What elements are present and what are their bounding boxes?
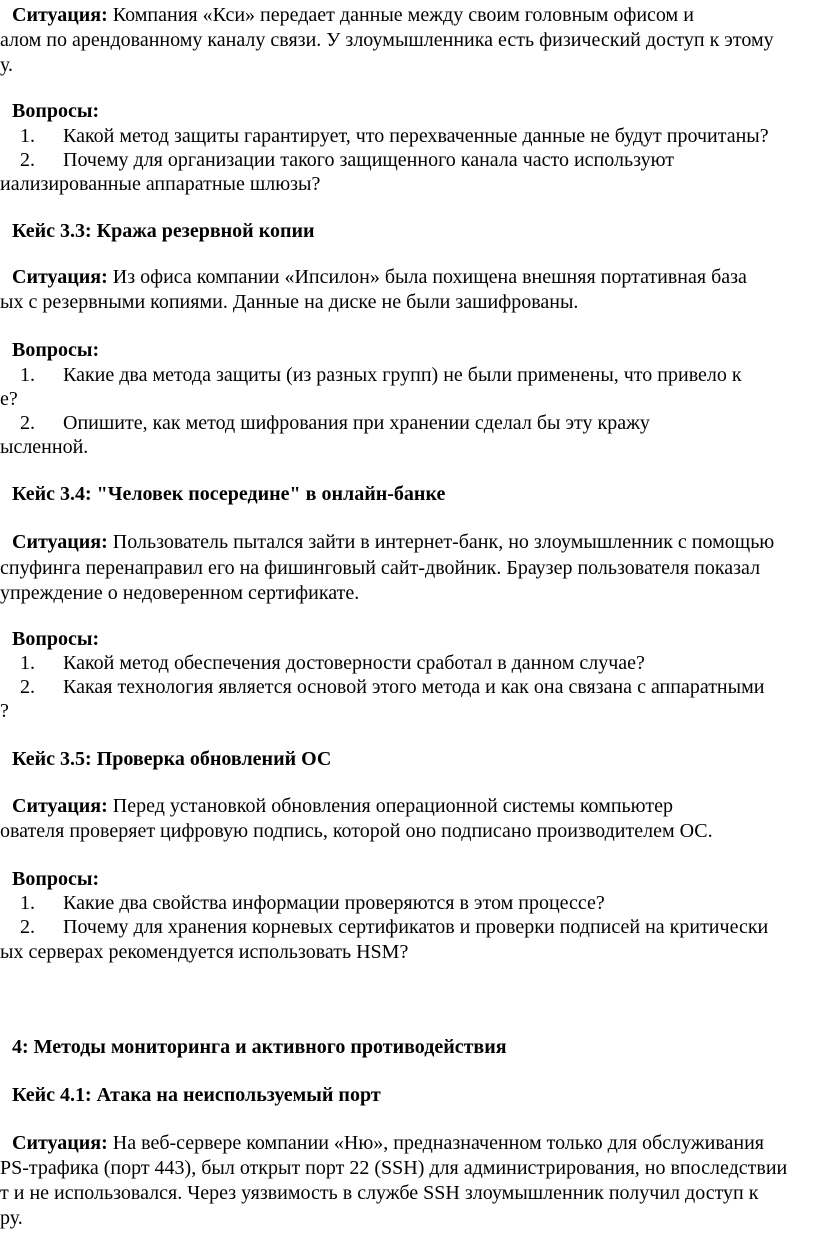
question-number: 2. xyxy=(20,149,35,171)
question-text-line: иализированные аппаратные шлюзы? xyxy=(0,173,321,195)
question-number: 2. xyxy=(20,916,35,938)
situation-label: Ситуация: xyxy=(12,531,108,553)
question-text: Какой метод обеспечения достоверности сработал в данном случае? xyxy=(63,652,645,674)
question-text: Какие два метода защиты (из разных групп) не были применены, что привело к xyxy=(63,364,742,386)
question-text-line: ? xyxy=(0,700,9,722)
case-heading: Кейс 4.1: Атака на неиспользуемый порт xyxy=(12,1084,381,1106)
situation-label: Ситуация: xyxy=(12,1132,108,1154)
question-number: 1. xyxy=(20,652,35,674)
question-text: Какая технология является основой этого метода и как она связана с аппаратными xyxy=(63,676,765,698)
situation-text: Компания «Кси» передает данные между своим головным офисом и xyxy=(107,4,694,26)
situation-paragraph xyxy=(12,265,747,290)
questions-label: Вопросы: xyxy=(12,100,100,122)
question-number: 2. xyxy=(20,676,35,698)
situation-text-line: PS-трафика (порт 443), был открыт порт 22 (SSH) для администрирования, но впоследствии xyxy=(0,1157,788,1179)
questions-label: Вопросы: xyxy=(12,339,100,361)
question-text-line: е? xyxy=(0,388,18,410)
question-text: Какие два свойства информации проверяются в этом процессе? xyxy=(63,892,605,914)
question-text-line: ых серверах рекомендуется использовать HSM? xyxy=(0,941,409,963)
situation-text-line: ователя проверяет цифровую подпись, которой оно подписано производителем ОС. xyxy=(0,820,713,842)
situation-paragraph xyxy=(12,794,673,819)
question-text: Почему для хранения корневых сертификатов и проверки подписей на критически xyxy=(63,916,769,938)
situation-text: Из офиса компании «Ипсилон» была похищена внешняя портативная база xyxy=(107,266,747,288)
question-text-line: ысленной. xyxy=(0,436,89,458)
question-number: 1. xyxy=(20,125,35,147)
questions-label: Вопросы: xyxy=(12,628,100,650)
situation-label: Ситуация: xyxy=(12,795,108,817)
situation-text: Пользователь пытался зайти в интернет-банк, но злоумышленник с помощью xyxy=(107,531,775,553)
situation-text-line: ых с резервными копиями. Данные на диске не были зашифрованы. xyxy=(0,291,579,313)
situation-text-line: т и не использовался. Через уязвимость в службе SSH злоумышленник получил доступ к xyxy=(0,1182,759,1204)
question-number: 1. xyxy=(20,364,35,386)
question-number: 1. xyxy=(20,892,35,914)
question-number: 2. xyxy=(20,412,35,434)
situation-text-line: алом по арендованному каналу связи. У злоумышленника есть физический доступ к этому xyxy=(0,29,774,51)
situation-label: Ситуация: xyxy=(12,266,108,288)
question-text: Какой метод защиты гарантирует, что перехваченные данные не будут прочитаны? xyxy=(63,125,769,147)
situation-label: Ситуация: xyxy=(12,4,108,26)
situation-text-line: спуфинга перенаправил его на фишинговый сайт-двойник. Браузер пользователя показал xyxy=(0,557,761,579)
situation-paragraph xyxy=(12,530,774,555)
case-heading: Кейс 3.5: Проверка обновлений ОС xyxy=(12,748,332,770)
situation-text-line: ру. xyxy=(0,1207,23,1229)
case-heading: Кейс 3.4: "Человек посередине" в онлайн-банке xyxy=(12,483,446,505)
section-heading: 4: Методы мониторинга и активного противодействия xyxy=(12,1036,507,1058)
questions-label: Вопросы: xyxy=(12,868,100,890)
case-heading: Кейс 3.3: Кража резервной копии xyxy=(12,220,315,242)
question-text: Почему для организации такого защищенного канала часто используют xyxy=(63,149,674,171)
situation-text-line: упреждение о недоверенном сертификате. xyxy=(0,582,360,604)
situation-text: Перед установкой обновления операционной системы компьютер xyxy=(107,795,673,817)
situation-text: На веб-сервере компании «Ню», предназначенном только для обслуживания xyxy=(107,1132,764,1154)
situation-paragraph xyxy=(12,1131,764,1156)
question-text: Опишите, как метод шифрования при хранении сделал бы эту кражу xyxy=(63,412,650,434)
situation-paragraph xyxy=(12,3,694,28)
situation-text-line: у. xyxy=(0,54,13,76)
